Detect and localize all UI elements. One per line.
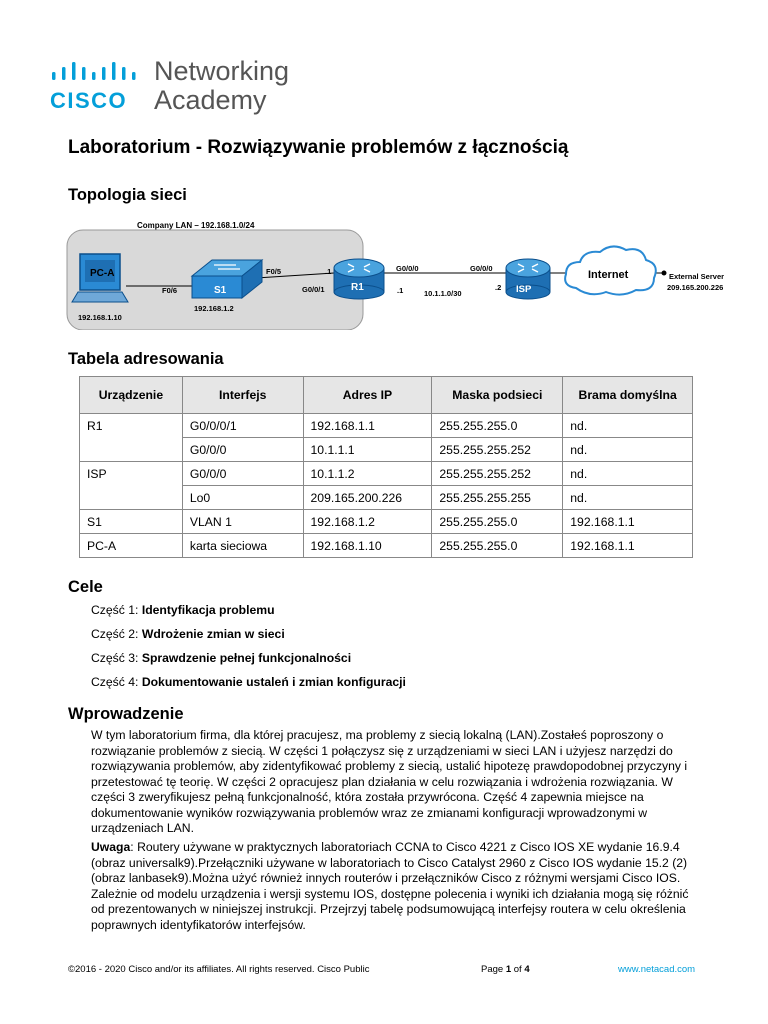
objectives-list <box>91 603 406 699</box>
logo-networking-text: Networking <box>154 56 290 86</box>
cell-device: PC-A <box>80 534 183 558</box>
page-of: of <box>513 964 522 975</box>
table-row <box>80 534 693 558</box>
addressing-table <box>79 376 693 558</box>
cisco-networking-academy-logo <box>50 58 310 116</box>
note-text: : Routery używane w praktycznych laboratoriach CCNA to Cisco 4221 z Cisco IOS XE wydanie 16.9.4 (obraz universalk9).Przełączniki używane w laboratoriach to Cisco Catalyst 2960 z Cisco IOS wydanie 15.2 (2) (obraz lanbasek9).Można użyć również innych routerów i przełączników Cisco z różnymi wersjami Cisco IOS. Zależnie od modelu urządzenia i wersji systemu IOS, dostępne polecenia i wyniki ich działania mogą się różnić od prezentowanych w niniejszej instrukcji. Przejrzyj tabelę podsumowującą interfejsy routera w celu określenia poprawnych identyfikatorów interfejsów. <box>91 840 689 932</box>
isp-name-label: ISP <box>516 284 532 295</box>
page-current: 1 <box>505 964 512 975</box>
switch-port-pc-label: F0/6 <box>162 286 178 295</box>
cell-interface: VLAN 1 <box>182 510 303 534</box>
cell-mask: 255.255.255.0 <box>432 510 563 534</box>
link-subnet-label: 10.1.1.0/30 <box>424 289 462 298</box>
section-heading-intro: Wprowadzenie <box>68 705 184 723</box>
cell-interface: G0/0/0 <box>182 462 303 486</box>
cell-interface: karta sieciowa <box>182 534 303 558</box>
server-ip-label: 209.165.200.226 <box>667 283 724 292</box>
objective-part: Część 2: <box>91 627 139 641</box>
cell-gateway: nd. <box>563 414 693 438</box>
page-total: 4 <box>524 964 530 975</box>
cell-ip: 209.165.200.226 <box>303 486 432 510</box>
table-row <box>80 462 693 486</box>
isp-host-label: .2 <box>495 283 502 292</box>
internet-label: Internet <box>588 269 629 281</box>
section-heading-topology: Topologia sieci <box>68 186 187 204</box>
table-row <box>80 486 693 510</box>
objective-item <box>91 603 406 627</box>
cell-interface: Lo0 <box>182 486 303 510</box>
cell-device: ISP <box>80 462 183 486</box>
cisco-bars-icon <box>52 62 148 84</box>
footer-link[interactable]: www.netacad.com <box>618 964 696 975</box>
switch-name-label: S1 <box>214 285 227 296</box>
cell-ip: 192.168.1.1 <box>303 414 432 438</box>
cell-device: R1 <box>80 414 183 438</box>
objective-text: Identyfikacja problemu <box>141 603 275 617</box>
table-row <box>80 438 693 462</box>
header-mask: Maska podsieci <box>432 377 563 414</box>
router-wan-host-label: .1 <box>397 286 404 295</box>
cell-ip: 192.168.1.2 <box>303 510 432 534</box>
cell-gateway: 192.168.1.1 <box>563 534 693 558</box>
table-header-row <box>80 377 693 414</box>
network-topology-diagram <box>66 218 766 330</box>
objective-part: Część 4: <box>91 675 139 689</box>
page-label: Page <box>481 964 504 975</box>
isp-port-label: G0/0/0 <box>470 264 493 273</box>
router-port-lan-label: G0/0/1 <box>302 285 325 294</box>
cell-interface: G0/0/0 <box>182 438 303 462</box>
cell-gateway: 192.168.1.1 <box>563 510 693 534</box>
server-name-label: External Server <box>669 272 725 281</box>
objective-item <box>91 651 406 675</box>
cell-gateway: nd. <box>563 438 693 462</box>
router-port-wan-label: G0/0/0 <box>396 264 419 273</box>
table-row <box>80 414 693 438</box>
pc-ip-label: 192.168.1.10 <box>78 313 122 322</box>
cell-ip: 10.1.1.2 <box>303 462 432 486</box>
cell-mask: 255.255.255.255 <box>432 486 563 510</box>
objective-text: Wdrożenie zmian w sieci <box>141 627 285 641</box>
cell-mask: 255.255.255.0 <box>432 414 563 438</box>
objective-item <box>91 675 406 699</box>
section-heading-objectives: Cele <box>68 578 103 596</box>
intro-paragraph: W tym laboratorium firma, dla której pracujesz, ma problemy z siecią lokalną (LAN).Zostałeś poproszony o rozwiązanie problemów z siecią. W części 1 połączysz się z urządzeniami w sieci LAN i użyjesz narzędzi do rozwiązywania problemów, aby zidentyfikować problemy z siecią, ustalić hipotezę prawdopodobnej przyczyny i przetestować tę teorię. W części 2 opracujesz plan działania w celu rozwiązania i wdrożenia rozwiązania. W części 3 zweryfikujesz pełną funkcjonalność, która została przywrócona. Część 4 zapewnia miejsce na dokumentowanie wyników rozwiązywania problemów wraz ze zmianami konfiguracji wprowadzonymi w urządzeniach LAN. <box>91 728 688 835</box>
header-gateway: Brama domyślna <box>563 377 693 414</box>
cisco-wordmark: CISCO <box>50 88 128 113</box>
table-row <box>80 510 693 534</box>
cell-device: S1 <box>80 510 183 534</box>
objective-text: Dokumentowanie ustaleń i zmian konfiguracji <box>141 675 406 689</box>
cell-gateway: nd. <box>563 486 693 510</box>
logo-academy-text: Academy <box>154 85 267 115</box>
cell-device <box>80 438 183 462</box>
cell-interface: G0/0/0/1 <box>182 414 303 438</box>
cell-mask: 255.255.255.0 <box>432 534 563 558</box>
objective-text: Sprawdzenie pełnej funkcjonalności <box>141 651 352 665</box>
page-title: Laboratorium - Rozwiązywanie problemów z łącznością <box>68 137 569 158</box>
header-interface: Interfejs <box>182 377 303 414</box>
note-paragraph <box>91 840 701 933</box>
note-label: Uwaga <box>91 840 131 854</box>
lan-label: Company LAN – 192.168.1.0/24 <box>137 221 255 230</box>
switch-port-r1-label: F0/5 <box>266 267 282 276</box>
cell-gateway: nd. <box>563 462 693 486</box>
cell-ip: 192.168.1.10 <box>303 534 432 558</box>
header-ip: Adres IP <box>303 377 432 414</box>
router-icon <box>334 259 384 299</box>
pc-name-label: PC-A <box>90 268 115 279</box>
switch-ip-label: 192.168.1.2 <box>194 304 234 313</box>
objective-part: Część 3: <box>91 651 139 665</box>
objective-part: Część 1: <box>91 603 139 617</box>
header-device: Urządzenie <box>80 377 183 414</box>
server-endpoint-icon <box>662 271 667 276</box>
objective-item <box>91 627 406 651</box>
router-name-label: R1 <box>351 282 364 293</box>
cell-mask: 255.255.255.252 <box>432 438 563 462</box>
footer-copyright: ©2016 - 2020 Cisco and/or its affiliates. All rights reserved. Cisco Public <box>68 964 370 975</box>
section-heading-addressing: Tabela adresowania <box>68 350 224 368</box>
cell-mask: 255.255.255.252 <box>432 462 563 486</box>
cell-ip: 10.1.1.1 <box>303 438 432 462</box>
footer-page-number <box>481 964 530 975</box>
cell-device <box>80 486 183 510</box>
router-lan-host-label: .1 <box>325 267 332 276</box>
